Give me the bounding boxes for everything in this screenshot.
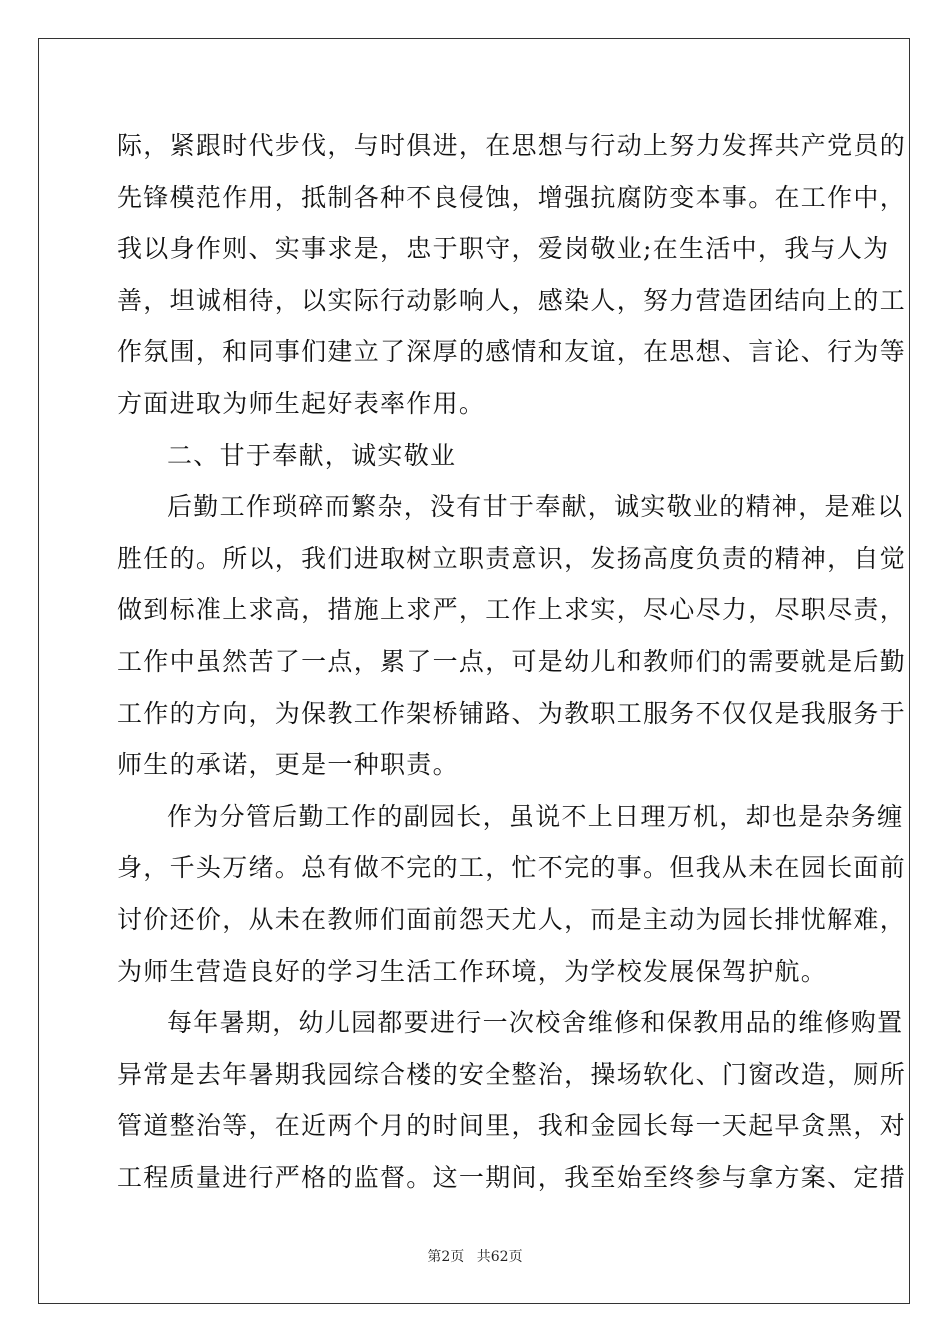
text-line: 善，坦诚相待，以实际行动影响人，感染人，努力营造团结向上的工 <box>117 285 907 315</box>
text-line: 身，千头万绪。总有做不完的工，忙不完的事。但我从未在园长面前 <box>117 853 907 883</box>
text-line: 工作中虽然苦了一点，累了一点，可是幼儿和教师们的需要就是后勤 <box>117 646 907 676</box>
text-line: 方面进取为师生起好表率作用。 <box>117 388 486 418</box>
text-line: 后勤工作琐碎而繁杂，没有甘于奉献，诚实敬业的精神，是难以 <box>167 492 904 522</box>
text-line: 作为分管后勤工作的副园长，虽说不上日理万机，却也是杂务缠 <box>167 801 904 831</box>
page-footer <box>0 1246 950 1266</box>
text-line: 先锋模范作用，抵制各种不良侵蚀，增强抗腐防变本事。在工作中， <box>117 182 907 212</box>
text-line: 工作的方向，为保教工作架桥铺路、为教职工服务不仅仅是我服务于 <box>117 698 907 728</box>
section-heading: 二、甘于奉献，诚实敬业 <box>167 440 457 470</box>
text-line: 讨价还价，从未在教师们面前怨天尤人，而是主动为园长排忧解难， <box>117 904 907 934</box>
text-line: 师生的承诺，更是一种职责。 <box>117 750 459 780</box>
text-line: 异常是去年暑期我园综合楼的安全整治，操场软化、门窗改造，厕所 <box>117 1059 907 1089</box>
text-line: 胜任的。所以，我们进取树立职责意识，发扬高度负责的精神，自觉 <box>117 543 907 573</box>
text-line: 每年暑期，幼儿园都要进行一次校舍维修和保教用品的维修购置 <box>167 1008 904 1038</box>
document-body <box>117 120 907 1203</box>
text-line: 我以身作则、实事求是，忠于职守，爱岗敬业;在生活中，我与人为 <box>117 234 890 264</box>
text-line: 工程质量进行严格的监督。这一期间，我至始至终参与拿方案、定措 <box>117 1162 907 1192</box>
page-number: 第2页 <box>427 1249 465 1265</box>
text-line: 做到标准上求高，措施上求严，工作上求实，尽心尽力，尽职尽责， <box>117 595 907 625</box>
text-line: 管道整治等，在近两个月的时间里，我和金园长每一天起早贪黑，对 <box>117 1111 907 1141</box>
text-line: 为师生营造良好的学习生活工作环境，为学校发展保驾护航。 <box>117 956 828 986</box>
page-total: 共62页 <box>476 1249 523 1265</box>
text-line: 作氛围，和同事们建立了深厚的感情和友谊，在思想、言论、行为等 <box>117 337 907 367</box>
text-line: 际，紧跟时代步伐，与时俱进，在思想与行动上努力发挥共产党员的 <box>117 131 907 160</box>
